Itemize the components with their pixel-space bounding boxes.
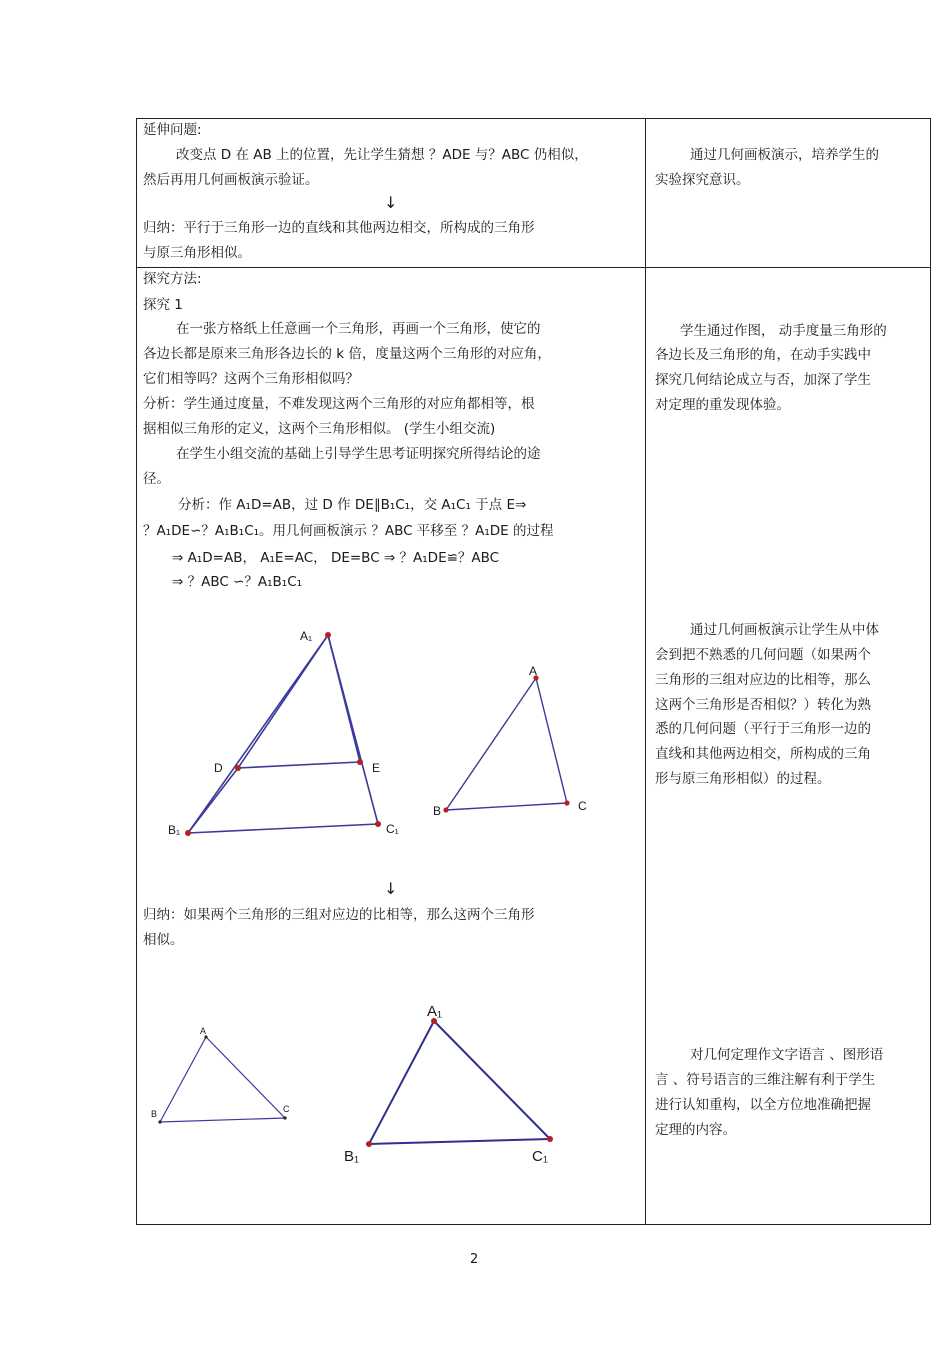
fig2-point-b: [443, 807, 448, 812]
fig2-label-b: B: [433, 804, 442, 818]
fig3-lines: [160, 1037, 285, 1122]
fig1-points: [185, 632, 381, 836]
fig2-label-c: C: [578, 799, 587, 813]
fig4-side-a1c1: [434, 1021, 550, 1139]
row1-note-line1: 通过几何画板演示，培养学生的: [690, 147, 879, 163]
fig2-points: [443, 675, 569, 812]
fig4-label-b1: B₁: [344, 1148, 360, 1165]
fig4-side-a1b1: [369, 1021, 434, 1144]
page-number: 2: [470, 1252, 479, 1267]
fig1-label-b1: B₁: [168, 823, 181, 837]
note-block2-line7: 形与原三角形相似）的过程。: [655, 771, 831, 787]
row2-down-arrow: ↓: [384, 879, 398, 898]
fig2-label-a: A: [529, 664, 538, 678]
note-block3-line1: 对几何定理作文字语言 、图形语: [690, 1047, 884, 1063]
note-block2-line6: 直线和其他两边相交，所构成的三角: [655, 746, 871, 762]
fig1-label-a1: A₁: [300, 629, 313, 643]
explore-line2: 各边长都是原来三角形各边长的 k 倍，度量这两个三角形的对应角，: [143, 346, 551, 362]
fig4-point-b1: [366, 1141, 372, 1147]
note-block2-line2: 会到把不熟悉的几何问题（如果两个: [655, 647, 871, 663]
row2-conclusion-line2: 相似。: [143, 932, 184, 948]
row2-conclusion-line1: 归纳：如果两个三角形的三组对应边的比相等，那么这两个三角形: [143, 907, 535, 923]
row2-subheading: 探究 1: [143, 297, 183, 313]
fig2-side-ab: [446, 678, 536, 810]
note-block3-line2: 言 、符号语言的三维注解有利于学生: [655, 1072, 876, 1088]
fig3-side-bc: [160, 1118, 285, 1122]
fig1-segment-db1: [188, 768, 238, 833]
explore-line1: 在一张方格纸上任意画一个三角形，再画一个三角形，使它的: [176, 321, 541, 337]
fig4-lines: [369, 1021, 550, 1144]
note-block1-line1: 学生通过作图， 动手度量三角形的: [680, 323, 887, 339]
fig2-side-bc: [446, 803, 567, 810]
fig3-points: [158, 1035, 286, 1123]
fig1-point-a1: [325, 632, 331, 638]
fig1-label-e: E: [372, 761, 381, 775]
note-block3-line4: 定理的内容。: [655, 1122, 736, 1138]
fig3-label-a: A: [200, 1026, 207, 1036]
fig4-point-c1: [547, 1136, 553, 1142]
fig3-point-c: [283, 1116, 286, 1119]
fig1-point-c1: [375, 821, 381, 827]
note-block2-line3: 三角形的三组对应边的比相等，那么: [655, 672, 871, 688]
fig1-label-c1: C₁: [386, 822, 399, 836]
explore-line3: 它们相等吗？这两个三角形相似吗？: [143, 371, 359, 387]
proof-line2: ？A₁DE∽？A₁B₁C₁。用几何画板演示 ？ABC 平移至 ？A₁DE 的过程: [143, 523, 554, 539]
row1-down-arrow: ↓: [384, 193, 398, 212]
fig1-point-b1: [185, 830, 191, 836]
guide-line1: 在学生小组交流的基础上引导学生思考证明探究所得结论的途: [176, 446, 541, 462]
fig2-point-c: [564, 800, 569, 805]
fig3-label-c: C: [283, 1104, 290, 1114]
row1-conclusion-line2: 与原三角形相似。: [143, 245, 251, 261]
row1-conclusion-line1: 归纳：平行于三角形一边的直线和其他两边相交，所构成的三角形: [143, 220, 535, 236]
fig1-label-d: D: [214, 761, 223, 775]
fig1-side-a1b1-overlay: [238, 635, 328, 768]
fig3-point-b: [158, 1120, 161, 1123]
fig3-label-b: B: [151, 1109, 158, 1119]
fig1-side-a1e: [328, 635, 360, 762]
note-block1-line2: 各边长及三角形的角，在动手实践中: [655, 347, 871, 363]
guide-line2: 径。: [143, 471, 170, 487]
note-block2-line1: 通过几何画板演示让学生从中体: [690, 622, 879, 638]
note-block1-line4: 对定理的重发现体验。: [655, 397, 790, 413]
proof-line4: ⇒ ？ABC ∽？A₁B₁C₁: [172, 574, 303, 590]
note-block1-line3: 探究几何结论成立与否，加深了学生: [655, 372, 871, 388]
row2-heading: 探究方法:: [143, 271, 202, 287]
fig1-side-b1c1: [188, 824, 378, 833]
analysis-line1: 分析：学生通过度量，不难发现这两个三角形的对应角都相等，根: [143, 396, 535, 412]
fig4-side-b1c1: [369, 1139, 550, 1144]
row1-line2: 然后再用几何画板演示验证。: [143, 172, 319, 188]
fig3-side-ab: [160, 1037, 206, 1122]
fig1-point-e: [357, 759, 363, 765]
proof-line1: 分析：作 A₁D=AB，过 D 作 DE∥B₁C₁，交 A₁C₁ 于点 E⇒: [178, 497, 527, 513]
fig2-lines: [446, 678, 567, 810]
fig1-point-d: [235, 765, 241, 771]
fig1-segment-de: [238, 762, 360, 768]
row1-line1: 改变点 D 在 AB 上的位置，先让学生猜想 ？ADE 与？ABC 仍相似，: [176, 147, 588, 163]
fig4-label-c1: C₁: [532, 1148, 548, 1165]
fig4-label-a1: A₁: [427, 1003, 443, 1020]
note-block3-line3: 进行认知重构，以全方位地准确把握: [655, 1097, 871, 1113]
fig3-side-ac: [206, 1037, 285, 1118]
note-block2-line4: 这两个三角形是否相似？）转化为熟: [655, 697, 871, 713]
fig2-side-ac: [536, 678, 567, 803]
fig1-lines: [188, 635, 381, 833]
proof-line3: ⇒ A₁D=AB， A₁E=AC， DE=BC ⇒ ？A₁DE≌？ABC: [172, 550, 500, 566]
fig4-points: [366, 1018, 553, 1147]
row1-note-line2: 实验探究意识。: [655, 172, 750, 188]
row1-heading: 延伸问题:: [143, 122, 202, 138]
analysis-line2: 据相似三角形的定义，这两个三角形相似。 (学生小组交流): [143, 421, 496, 437]
note-block2-line5: 悉的几何问题（平行于三角形一边的: [655, 721, 871, 737]
